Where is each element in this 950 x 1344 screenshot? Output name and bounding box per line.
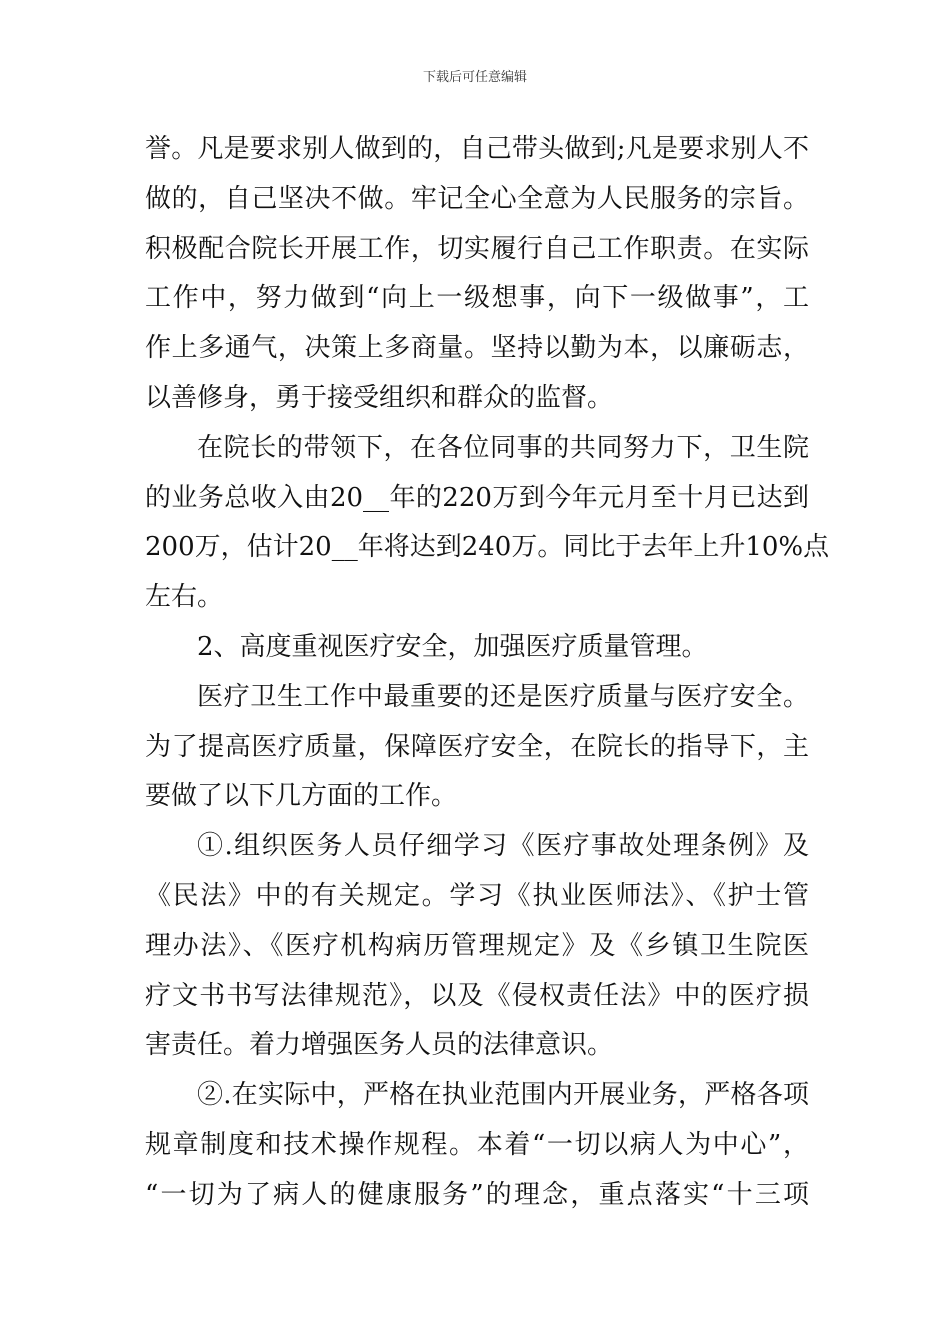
text-line: 疗文书书写法律规范》，以及《侵权责任法》中的医疗损 [145, 980, 809, 1011]
text-line: 要做了以下几方面的工作。 [145, 781, 458, 812]
text-line: 在院长的带领下，在各位同事的共同努力下，卫生院 [197, 432, 809, 463]
document-body [145, 125, 830, 1221]
text-line: “一切为了病人的健康服务”的理念，重点落实“十三项 [145, 1179, 809, 1210]
text-line: ①.组织医务人员仔细学习《医疗事故处理条例》及 [197, 831, 809, 862]
text-line: 做的，自己坚决不做。牢记全心全意为人民服务的宗旨。 [145, 183, 809, 214]
text-line: 的业务总收入由20__年的220万到今年元月至十月已达到 [145, 482, 809, 513]
text-line: 工作中，努力做到“向上一级想事，向下一级做事”，工 [145, 283, 809, 314]
text-line: 理办法》、《医疗机构病历管理规定》及《乡镇卫生院医 [145, 930, 809, 961]
text-line: 积极配合院长开展工作，切实履行自己工作职责。在实际 [145, 233, 809, 264]
page-header: 下载后可任意编辑 [422, 70, 527, 85]
text-line: 害责任。着力增强医务人员的法律意识。 [145, 1030, 614, 1061]
text-line: 医疗卫生工作中最重要的还是医疗质量与医疗安全。 [197, 681, 809, 712]
text-line: 作上多通气，决策上多商量。坚持以勤为本，以廉砺志， [145, 333, 809, 364]
text-line: 200万，估计20__年将达到240万。同比于去年上升10%点 [145, 532, 830, 563]
text-line: 规章制度和技术操作规程。本着“一切以病人为中心”， [145, 1129, 809, 1160]
text-line: 2、高度重视医疗安全，加强医疗质量管理。 [197, 631, 708, 662]
text-line: 《民法》中的有关规定。学习《执业医师法》、《护士管 [145, 880, 809, 911]
text-line: 以善修身，勇于接受组织和群众的监督。 [145, 382, 614, 413]
text-line: ②.在实际中，严格在执业范围内开展业务，严格各项 [197, 1080, 809, 1111]
text-line: 誉。凡是要求别人做到的，自己带头做到;凡是要求别人不 [145, 134, 809, 164]
text-line: 左右。 [145, 582, 224, 613]
text-line: 为了提高医疗质量，保障医疗安全，在院长的指导下，主 [145, 731, 809, 762]
